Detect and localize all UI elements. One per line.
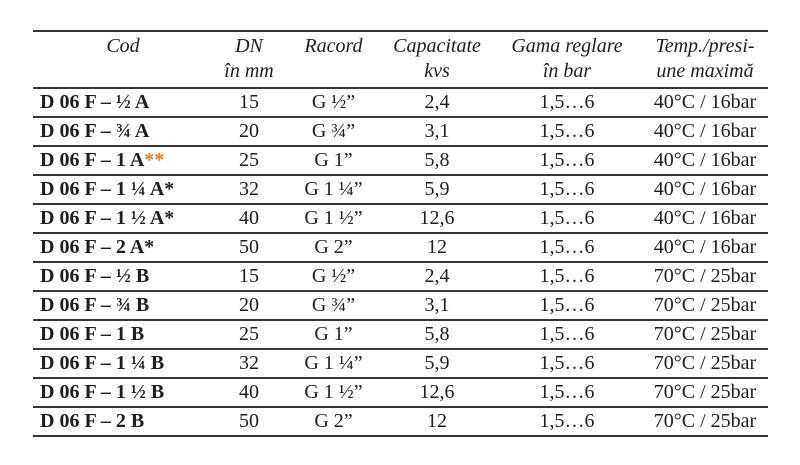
- header-line2: kvs: [424, 60, 450, 82]
- gama-cell: 1,5…6: [539, 294, 595, 316]
- racord-cell: G 1”: [314, 149, 353, 171]
- cod-cell: [33, 291, 213, 320]
- table-row: [33, 204, 768, 233]
- dn-cell: 32: [239, 352, 259, 374]
- valve-spec-table: [33, 30, 768, 437]
- gama-cell: 1,5…6: [539, 265, 595, 287]
- cod-text: D 06 F – 2 A*: [40, 236, 155, 258]
- capacitate-cell: 2,4: [424, 91, 450, 113]
- temp-cell: 40°C / 16bar: [653, 178, 757, 200]
- capacitate-cell: 3,1: [424, 120, 450, 142]
- header-line1: Temp./presi-: [655, 35, 755, 57]
- temp-cell: 70°C / 25bar: [653, 410, 757, 432]
- cod-text: D 06 F – 1 ¼ B: [40, 352, 165, 374]
- capacitate-cell: 3,1: [424, 294, 450, 316]
- dn-cell: 50: [239, 410, 259, 432]
- racord-cell: G 1 ¼”: [304, 178, 363, 200]
- cod-text: D 06 F – 1 ½ A*: [40, 207, 175, 229]
- header-cell-cod: [33, 31, 213, 88]
- header-line2: în mm: [224, 60, 274, 82]
- temp-cell: 40°C / 16bar: [653, 207, 757, 229]
- dn-cell: 40: [239, 207, 259, 229]
- header-line1: Gama reglare: [511, 35, 623, 57]
- gama-cell: 1,5…6: [539, 120, 595, 142]
- gama-cell: 1,5…6: [539, 207, 595, 229]
- cod-cell: [33, 146, 213, 175]
- header-line2: în bar: [542, 60, 592, 82]
- racord-cell: G ¾”: [311, 120, 356, 142]
- capacitate-cell: 5,8: [424, 323, 450, 345]
- header-cell-capacitate: [382, 31, 492, 88]
- cod-text: D 06 F – ½ A: [40, 91, 150, 113]
- header-line1: DN: [235, 35, 263, 57]
- capacitate-cell: 5,9: [424, 352, 450, 374]
- capacitate-cell: 5,9: [424, 178, 450, 200]
- racord-cell: G 2”: [314, 410, 353, 432]
- racord-cell: G 1 ½”: [304, 381, 363, 403]
- header-cell-dn: [213, 31, 285, 88]
- temp-cell: 40°C / 16bar: [653, 91, 757, 113]
- cod-cell: [33, 117, 213, 146]
- temp-cell: 70°C / 25bar: [653, 352, 757, 374]
- dn-cell: 20: [239, 294, 259, 316]
- capacitate-cell: 12,6: [419, 207, 455, 229]
- cod-text: D 06 F – 1 ¼ A*: [40, 178, 175, 200]
- cod-cell: [33, 320, 213, 349]
- cod-cell: [33, 349, 213, 378]
- racord-cell: G ½”: [311, 265, 356, 287]
- gama-cell: 1,5…6: [539, 323, 595, 345]
- dn-cell: 15: [239, 91, 259, 113]
- cod-cell: [33, 378, 213, 407]
- cod-cell: [33, 88, 213, 117]
- dn-cell: 32: [239, 178, 259, 200]
- capacitate-cell: 2,4: [424, 265, 450, 287]
- temp-cell: 70°C / 25bar: [653, 294, 757, 316]
- cod-cell: [33, 262, 213, 291]
- cod-cell: [33, 407, 213, 436]
- table-row: [33, 349, 768, 378]
- capacitate-cell: 12: [427, 410, 447, 432]
- temp-cell: 40°C / 16bar: [653, 236, 757, 258]
- capacitate-cell: 5,8: [424, 149, 450, 171]
- temp-cell: 40°C / 16bar: [653, 149, 757, 171]
- racord-cell: G ½”: [311, 91, 356, 113]
- cod-text: D 06 F – ¾ A: [40, 120, 150, 142]
- orange-asterisk-mark: **: [144, 149, 165, 171]
- racord-cell: G 2”: [314, 236, 353, 258]
- dn-cell: 40: [239, 381, 259, 403]
- table-row: [33, 233, 768, 262]
- cod-text: D 06 F – 1 B: [40, 323, 145, 345]
- cod-text: D 06 F – 2 B: [40, 410, 145, 432]
- table-row: [33, 117, 768, 146]
- header-line2: une maximă: [656, 60, 754, 82]
- header-row: [33, 31, 768, 88]
- table-row: [33, 262, 768, 291]
- table-row: [33, 378, 768, 407]
- gama-cell: 1,5…6: [539, 410, 595, 432]
- gama-cell: 1,5…6: [539, 352, 595, 374]
- header-cell-racord: [285, 31, 382, 88]
- header-line1: Cod: [106, 35, 140, 57]
- temp-cell: 40°C / 16bar: [653, 120, 757, 142]
- table-row: [33, 88, 768, 117]
- dn-cell: 50: [239, 236, 259, 258]
- temp-cell: 70°C / 25bar: [653, 381, 757, 403]
- table-row: [33, 407, 768, 436]
- racord-cell: G ¾”: [311, 294, 356, 316]
- racord-cell: G 1 ½”: [304, 207, 363, 229]
- gama-cell: 1,5…6: [539, 91, 595, 113]
- table-row: [33, 320, 768, 349]
- capacitate-cell: 12,6: [419, 381, 455, 403]
- header-cell-temp: [642, 31, 768, 88]
- dn-cell: 25: [239, 323, 259, 345]
- dn-cell: 20: [239, 120, 259, 142]
- header-line1: Racord: [304, 35, 363, 57]
- cod-cell: [33, 204, 213, 233]
- gama-cell: 1,5…6: [539, 149, 595, 171]
- header-cell-gama: [492, 31, 642, 88]
- table-row: [33, 146, 768, 175]
- cod-text: D 06 F – 1 ½ B: [40, 381, 165, 403]
- dn-cell: 15: [239, 265, 259, 287]
- gama-cell: 1,5…6: [539, 236, 595, 258]
- gama-cell: 1,5…6: [539, 381, 595, 403]
- temp-cell: 70°C / 25bar: [653, 265, 757, 287]
- gama-cell: 1,5…6: [539, 178, 595, 200]
- temp-cell: 70°C / 25bar: [653, 323, 757, 345]
- table-row: [33, 175, 768, 204]
- racord-cell: G 1”: [314, 323, 353, 345]
- header-line1: Capacitate: [393, 35, 481, 57]
- cod-text: D 06 F – ¾ B: [40, 294, 150, 316]
- table-body: [33, 88, 768, 436]
- table-header: [33, 31, 768, 88]
- cod-text: D 06 F – 1 A: [40, 149, 145, 171]
- cod-text: D 06 F – ½ B: [40, 265, 150, 287]
- dn-cell: 25: [239, 149, 259, 171]
- racord-cell: G 1 ¼”: [304, 352, 363, 374]
- cod-cell: [33, 233, 213, 262]
- cod-cell: [33, 175, 213, 204]
- table-row: [33, 291, 768, 320]
- capacitate-cell: 12: [427, 236, 447, 258]
